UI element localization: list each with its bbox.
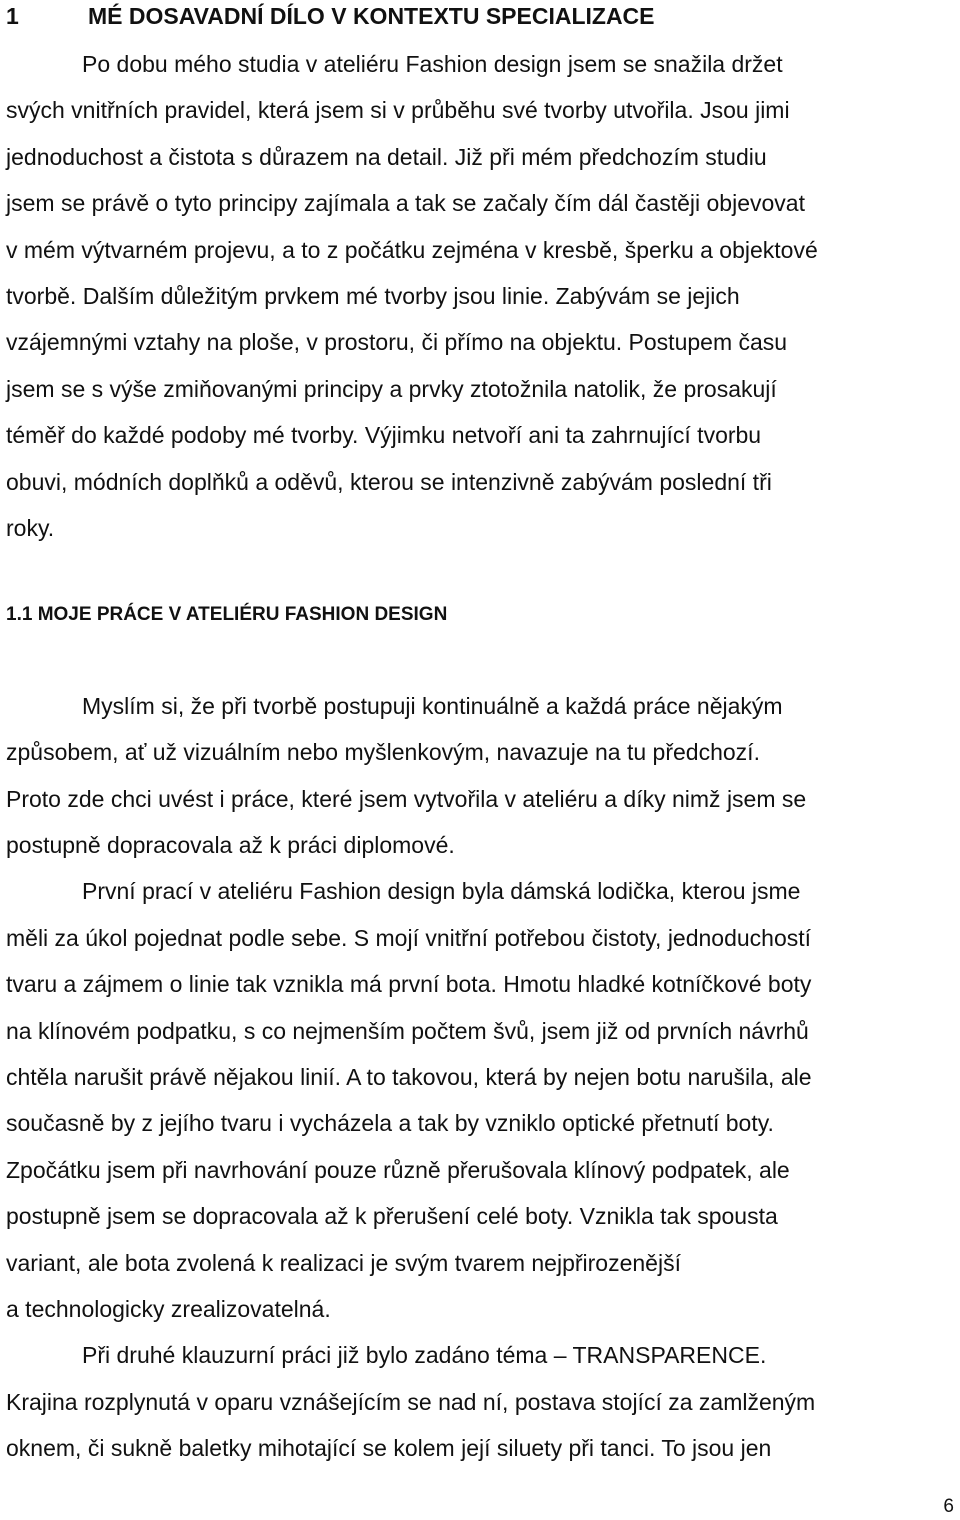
text-line: a technologicky zrealizovatelná.: [6, 1296, 331, 1322]
text-line: současně by z jejího tvaru i vycházela a tak by vzniklo optické přetnutí boty.: [6, 1110, 774, 1136]
text-line: Při druhé klauzurní práci již bylo zadáno téma – TRANSPARENCE.: [82, 1342, 767, 1368]
text-line: variant, ale bota zvolená k realizaci je svým tvarem nejpřirozenější: [6, 1250, 681, 1276]
text-line: oknem, či sukně baletky mihotající se kolem její siluety při tanci. To jsou jen: [6, 1435, 772, 1461]
page-number: 6: [943, 1496, 954, 1517]
text-line: roky.: [6, 515, 55, 541]
text-line: téměř do každé podoby mé tvorby. Výjimku netvoří ani ta zahrnující tvorbu: [6, 422, 762, 448]
text-line: První prací v ateliéru Fashion design byla dámská lodička, kterou jsme: [82, 878, 801, 904]
text-line: Po dobu mého studia v ateliéru Fashion design jsem se snažila držet: [82, 51, 783, 77]
text-line: jsem se s výše zmiňovanými principy a prvky ztotožnila natolik, že prosakují: [6, 376, 777, 402]
text-line: postupně dopracovala až k práci diplomové.: [6, 832, 455, 858]
chapter-number: 1: [6, 3, 19, 29]
text-line: postupně jsem se dopracovala až k přerušení celé boty. Vznikla tak spousta: [6, 1203, 778, 1229]
chapter-title: MÉ DOSAVADNÍ DÍLO V KONTEXTU SPECIALIZACE: [88, 3, 655, 29]
text-line: na klínovém podpatku, s co nejmenším počtem švů, jsem již od prvních návrhů: [6, 1018, 809, 1044]
text-line: měli za úkol pojednat podle sebe. S mojí vnitřní potřebou čistoty, jednoduchostí: [6, 925, 812, 951]
text-line: jsem se právě o tyto principy zajímala a tak se začaly čím dál častěji objevovat: [6, 190, 805, 216]
text-line: Zpočátku jsem při navrhování pouze různě přerušovala klínový podpatek, ale: [6, 1157, 790, 1183]
text-line: svých vnitřních pravidel, která jsem si v průběhu své tvorby utvořila. Jsou jimi: [6, 97, 790, 123]
text-line: jednoduchost a čistota s důrazem na detail. Již při mém předchozím studiu: [6, 144, 767, 170]
text-line: obuvi, módních doplňků a oděvů, kterou se intenzivně zabývám poslední tři: [6, 469, 772, 495]
text-line: Proto zde chci uvést i práce, které jsem vytvořila v ateliéru a díky nimž jsem se: [6, 786, 807, 812]
chapter-heading: [6, 2, 655, 30]
section-subheading: 1.1 MOJE PRÁCE V ATELIÉRU FASHION DESIGN: [6, 604, 448, 625]
text-line: tvaru a zájmem o linie tak vznikla má první bota. Hmotu hladké kotníčkové boty: [6, 971, 812, 997]
text-line: způsobem, ať už vizuálním nebo myšlenkovým, navazuje na tu předchozí.: [6, 739, 760, 765]
text-line: vzájemnými vztahy na ploše, v prostoru, či přímo na objektu. Postupem času: [6, 329, 788, 355]
text-line: Myslím si, že při tvorbě postupuji kontinuálně a každá práce nějakým: [82, 693, 783, 719]
text-line: Krajina rozplynutá v oparu vznášejícím se nad ní, postava stojící za zamlženým: [6, 1389, 816, 1415]
text-line: chtěla narušit právě nějakou linií. A to takovou, která by nejen botu narušila, ale: [6, 1064, 812, 1090]
text-line: v mém výtvarném projevu, a to z počátku zejména v kresbě, šperku a objektové: [6, 237, 818, 263]
text-line: tvorbě. Dalším důležitým prvkem mé tvorby jsou linie. Zabývám se jejich: [6, 283, 740, 309]
